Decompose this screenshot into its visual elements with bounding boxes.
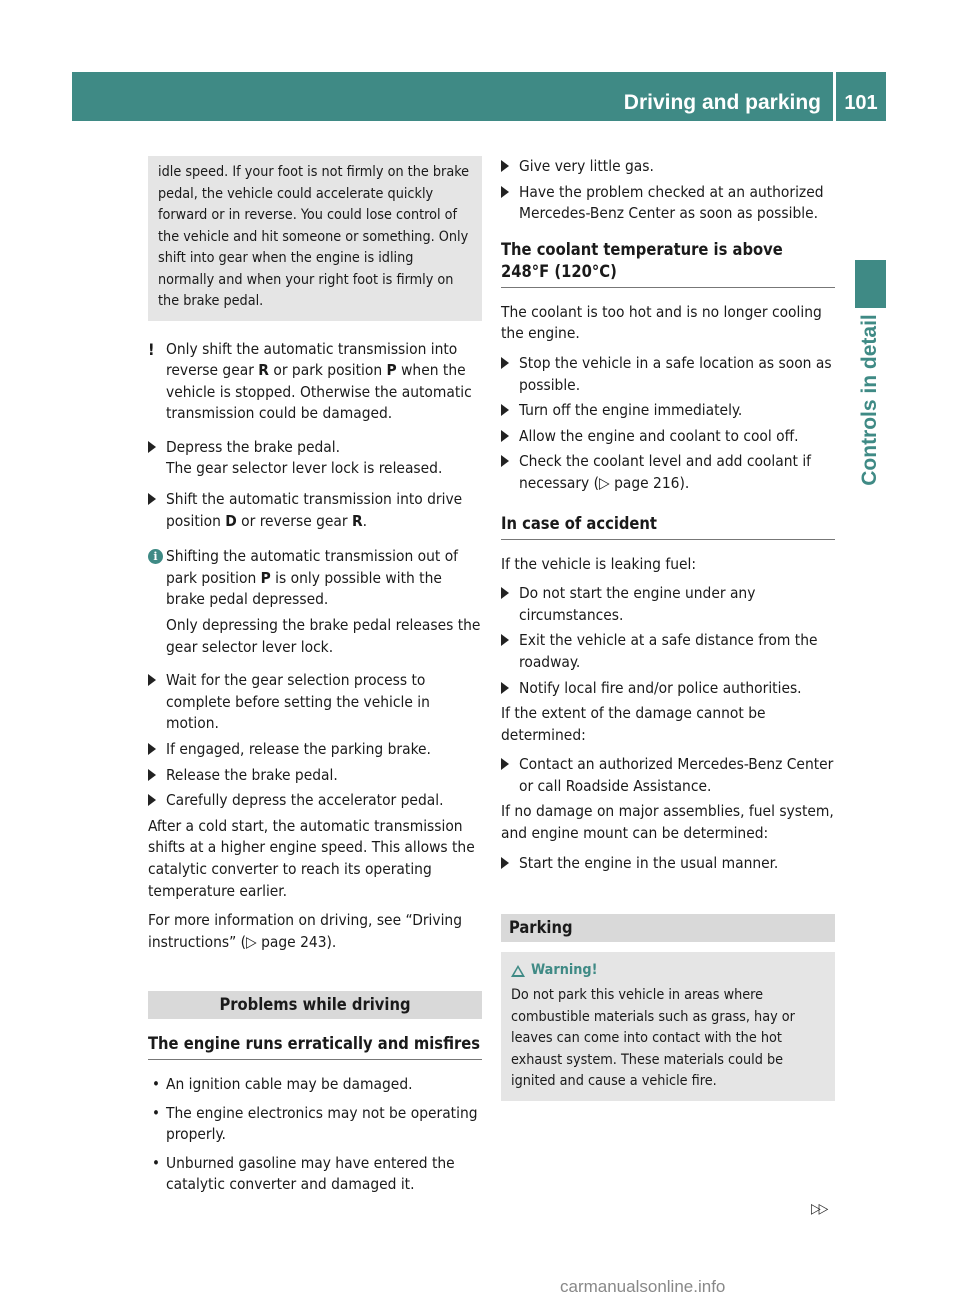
subheading-engine: The engine runs erratically and misfires bbox=[148, 1033, 482, 1060]
bullet-item: • The engine electronics may not be operating properly. bbox=[152, 1103, 478, 1144]
step-arrow-icon bbox=[148, 794, 156, 806]
continued-arrows-icon: ▷▷ bbox=[811, 1201, 827, 1217]
section-heading-parking: Parking bbox=[501, 914, 835, 942]
warning-continuation-text: idle speed. If your foot is not firmly on the brake pedal, the vehicle could accelerate quickly forward or in reverse. You could lose control of the vehicle and hit someone or something. Only shift into gear when the engine is idling normally and when your right foot is firmly on the brake pedal. bbox=[158, 164, 470, 309]
page-number: 101 bbox=[844, 92, 878, 114]
watermark: carmanualsonline.info bbox=[560, 1277, 726, 1296]
warning-title: Warning! bbox=[511, 960, 825, 982]
step-arrow-icon bbox=[501, 857, 509, 869]
section-heading-problems: Problems while driving bbox=[148, 991, 482, 1019]
exclamation-icon: ! bbox=[148, 339, 155, 359]
side-section-label: Controls in detail bbox=[858, 314, 882, 486]
step-arrow-icon bbox=[148, 493, 156, 505]
step-item: Do not start the engine under any circumstances. bbox=[501, 583, 835, 626]
right-column bbox=[501, 156, 835, 1101]
left-column bbox=[148, 150, 482, 1203]
step-arrow-icon bbox=[501, 682, 509, 694]
step-arrow-icon bbox=[501, 455, 509, 467]
paragraph: If the vehicle is leaking fuel: bbox=[501, 554, 697, 573]
side-tab-marker bbox=[855, 260, 886, 308]
step-arrow-icon bbox=[148, 441, 156, 453]
step-arrow-icon bbox=[501, 357, 509, 369]
step-item: Notify local fire and/or police authorities. bbox=[501, 678, 835, 700]
info-note: i Shifting the automatic transmission out of park position P is only possible with the brake pedal depressed. Only depressing the brake pedal releases the gear selector lever lock. bbox=[148, 546, 482, 658]
caution-note: ! Only shift the automatic transmission into reverse gear R or park position P when the vehicle is stopped. Otherwise the automatic transmission could be damaged. bbox=[148, 339, 472, 423]
step-item: Start the engine in the usual manner. bbox=[501, 853, 835, 875]
step-arrow-icon bbox=[501, 587, 509, 599]
step-item: Check the coolant level and add coolant if necessary (▷ page 216). bbox=[501, 451, 835, 494]
step-item: Have the problem checked at an authorized Mercedes-Benz Center as soon as possible. bbox=[501, 182, 835, 225]
step-arrow-icon bbox=[501, 758, 509, 770]
step-item: Turn off the engine immediately. bbox=[501, 400, 835, 422]
step-item: Give very little gas. bbox=[501, 156, 835, 178]
step-arrow-icon bbox=[501, 430, 509, 442]
step-item: Allow the engine and coolant to cool off. bbox=[501, 426, 835, 448]
warning-triangle-icon bbox=[511, 965, 525, 977]
step-arrow-icon bbox=[148, 769, 156, 781]
step-arrow-icon bbox=[501, 186, 509, 198]
step-item: Release the brake pedal. bbox=[148, 765, 482, 787]
step-item: Exit the vehicle at a safe distance from the roadway. bbox=[501, 630, 835, 673]
step-item: Shift the automatic transmission into drive position D or reverse gear R. bbox=[148, 489, 482, 532]
step-arrow-icon bbox=[501, 160, 509, 172]
paragraph: If no damage on major assemblies, fuel system, and engine mount can be determined: bbox=[501, 802, 834, 843]
warning-text: Do not park this vehicle in areas where combustible materials such as grass, hay or leaves can come into contact with the hot exhaust system. These materials could be ignited and cause a vehicle fire. bbox=[511, 987, 795, 1090]
step-arrow-icon bbox=[501, 404, 509, 416]
step-item: Contact an authorized Mercedes-Benz Center or call Roadside Assistance. bbox=[501, 754, 835, 797]
paragraph: If the extent of the damage cannot be determined: bbox=[501, 704, 766, 744]
info-icon: i bbox=[148, 549, 163, 564]
paragraph: For more information on driving, see “Driving instructions” (▷ page 243). bbox=[148, 911, 463, 951]
warning-box bbox=[501, 952, 835, 1101]
subheading-coolant: The coolant temperature is above 248°F (120°C) bbox=[501, 239, 835, 288]
bullet-item: • Unburned gasoline may have entered the catalytic converter and damaged it. bbox=[152, 1153, 455, 1194]
step-arrow-icon bbox=[148, 743, 156, 755]
paragraph: After a cold start, the automatic transmission shifts at a higher engine speed. This allows the catalytic converter to reach its operating temperature earlier. bbox=[148, 816, 475, 900]
warning-continuation-box bbox=[148, 156, 482, 321]
page-title: Driving and parking bbox=[623, 91, 821, 114]
step-item: Wait for the gear selection process to complete before setting the vehicle in motion. bbox=[148, 670, 482, 735]
step-arrow-icon bbox=[148, 674, 156, 686]
step-item: If engaged, release the parking brake. bbox=[148, 739, 482, 761]
step-item: Depress the brake pedal. The gear selector lever lock is released. bbox=[148, 437, 482, 480]
bullet-item: • An ignition cable may be damaged. bbox=[152, 1074, 413, 1093]
step-item: Stop the vehicle in a safe location as soon as possible. bbox=[501, 353, 835, 396]
subheading-accident: In case of accident bbox=[501, 513, 835, 540]
step-item: Carefully depress the accelerator pedal. bbox=[148, 790, 482, 812]
step-arrow-icon bbox=[501, 634, 509, 646]
paragraph: The coolant is too hot and is no longer cooling the engine. bbox=[501, 302, 822, 343]
